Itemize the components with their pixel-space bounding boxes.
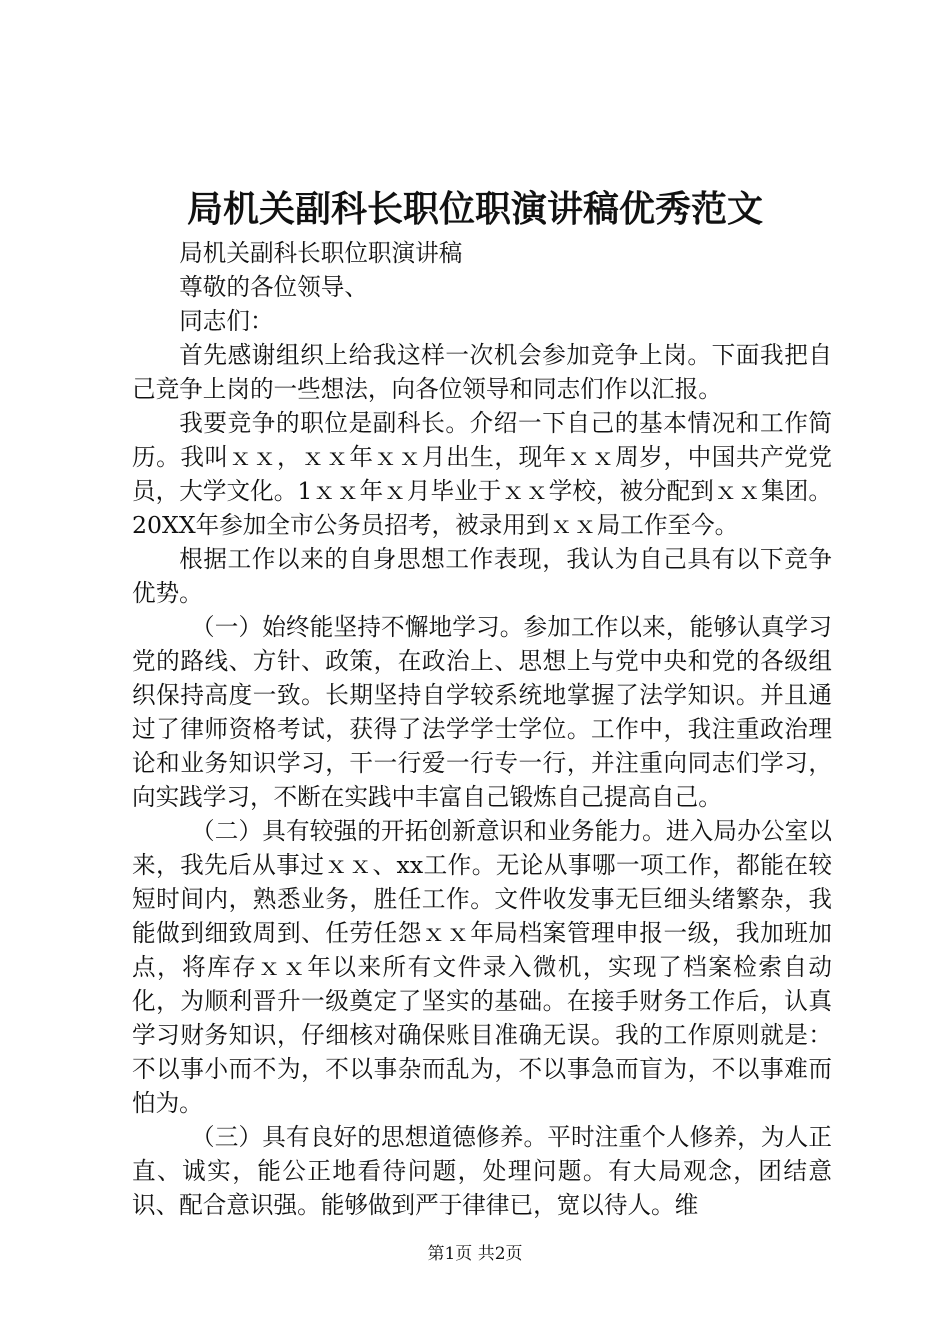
paragraph-point-3: （三）具有良好的思想道德修养。平时注重个人修养，为人正直、诚实，能公正地看待问题，处理问题。有大局观念，团结意识、配合意识强。能够做到严于律律已，宽以待人。维 <box>132 1123 832 1219</box>
paragraph-advantages-intro: 根据工作以来的自身思想工作表现，我认为自己具有以下竞争优势。 <box>132 545 832 607</box>
document-body <box>132 236 832 1222</box>
paragraph-point-2: （二）具有较强的开拓创新意识和业务能力。进入局办公室以来，我先后从事过ｘｘ、xx工作。无论从事哪一项工作，都能在较短时间内，熟悉业务，胜任工作。文件收发事无巨细头绪繁杂，我能做到细致周到、任劳任怨ｘｘ年局档案管理申报一级，我加班加点，将库存ｘｘ年以来所有文件录入微机，实现了档案检索自动化，为顺利晋升一级奠定了坚实的基础。在接手财务工作后，认真学习财务知识，仔细核对确保账目准确无误。我的工作原则就是：不以事小而不为，不以事杂而乱为，不以事急而盲为，不以事难而怕为。 <box>132 817 832 1117</box>
document-title: 局机关副科长职位职演讲稿优秀范文 <box>186 188 763 230</box>
paragraph-introduction: 我要竞争的职位是副科长。介绍一下自己的基本情况和工作简历。我叫ｘｘ，ｘｘ年ｘｘ月出生，现年ｘｘ周岁，中国共产党党员，大学文化。1ｘｘ年ｘ月毕业于ｘｘ学校，被分配到ｘｘ集团。20XX年参加全市公务员招考，被录用到ｘｘ局工作至今。 <box>132 409 832 539</box>
paragraph-opening: 首先感谢组织上给我这样一次机会参加竞争上岗。下面我把自己竞争上岗的一些想法，向各位领导和同志们作以汇报。 <box>132 341 832 403</box>
page-number-footer: 第1页 共2页 <box>427 1244 523 1264</box>
paragraph-salutation-1: 尊敬的各位领导、 <box>179 273 368 301</box>
paragraph-salutation-2: 同志们： <box>179 307 274 335</box>
paragraph-speech-title: 局机关副科长职位职演讲稿 <box>179 239 463 267</box>
paragraph-point-1: （一）始终能坚持不懈地学习。参加工作以来，能够认真学习党的路线、方针、政策，在政治上、思想上与党中央和党的各级组织保持高度一致。长期坚持自学较系统地掌握了法学知识。并且通过了律师资格考试，获得了法学学士学位。工作中，我注重政治理论和业务知识学习，干一行爱一行专一行，并注重向同志们学习，向实践学习，不断在实践中丰富自己锻炼自己提高自己。 <box>132 613 832 811</box>
